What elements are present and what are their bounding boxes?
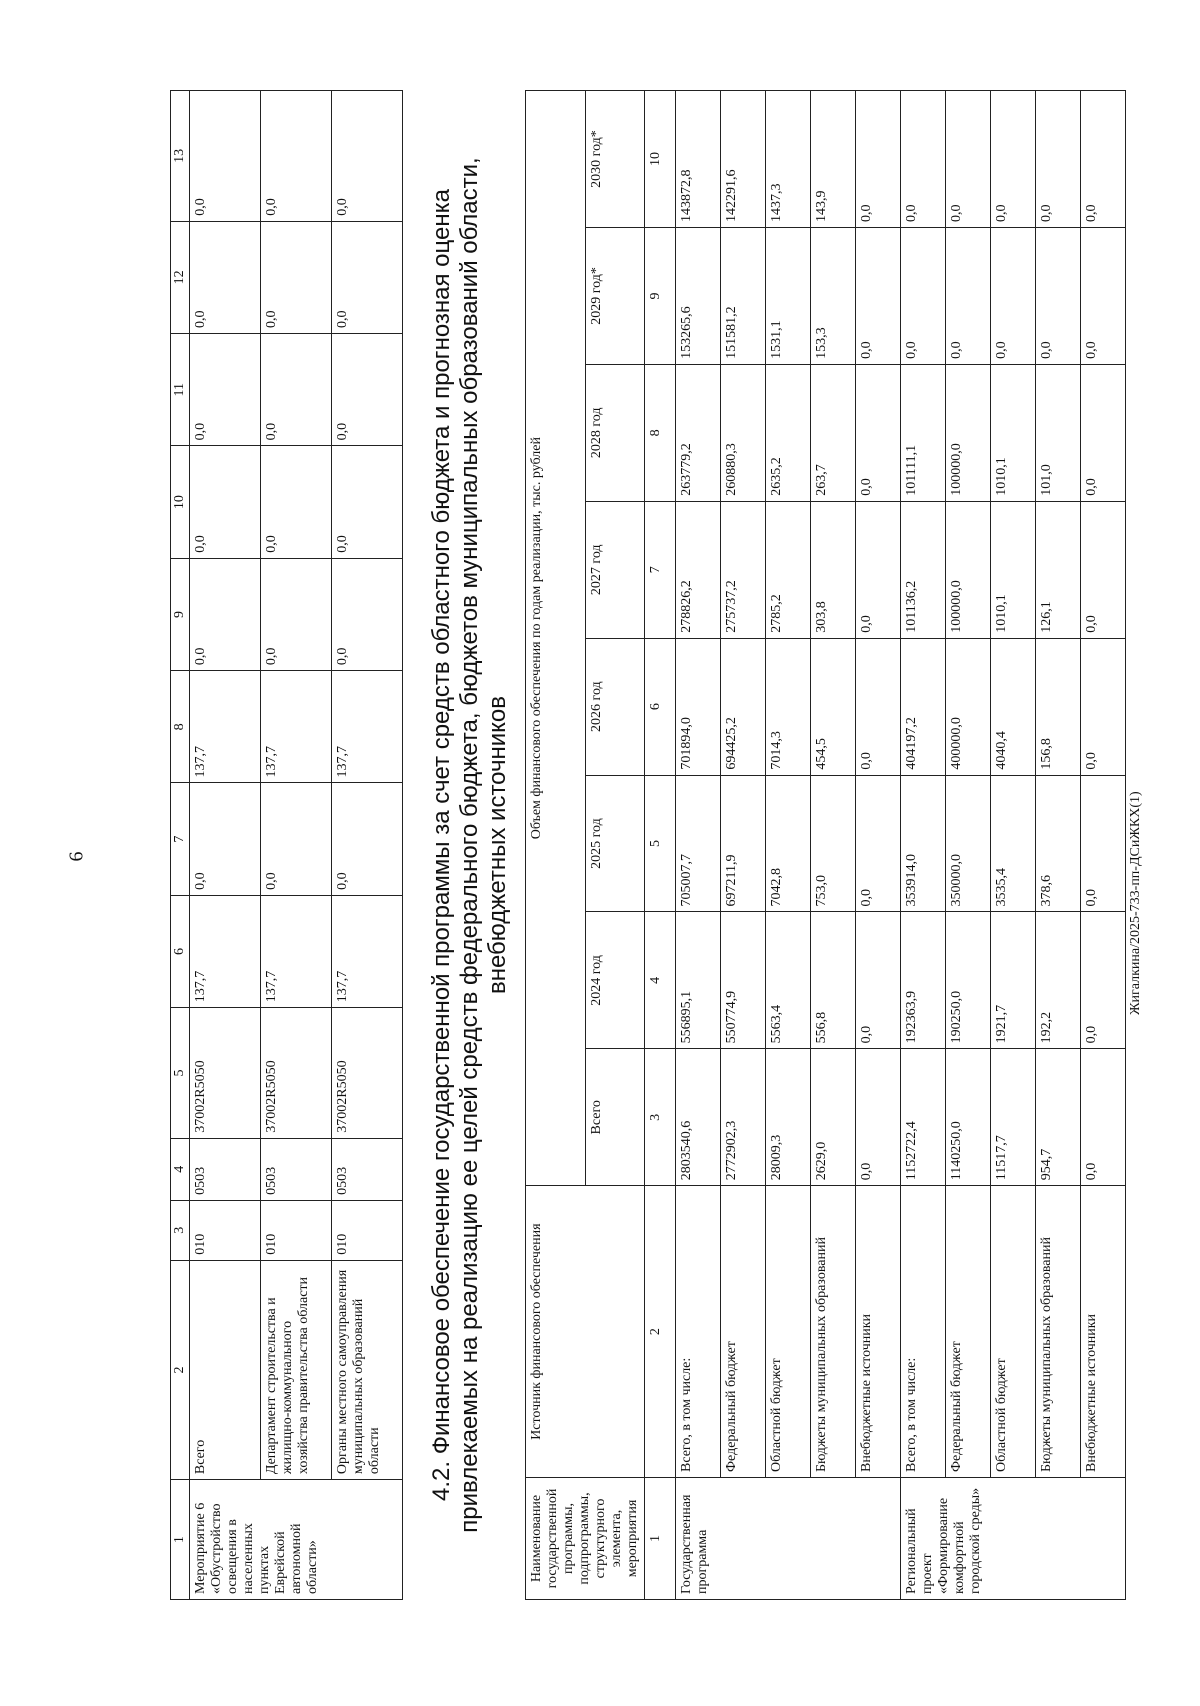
- value-cell: 7042,8: [766, 775, 811, 912]
- year-header: 2028 год: [585, 364, 645, 501]
- table-cell: 37002R5050: [332, 1008, 403, 1139]
- value-cell: 4040,4: [991, 638, 1036, 775]
- value-cell: 2629,0: [811, 1049, 856, 1186]
- header-cell: 6: [171, 895, 190, 1007]
- value-cell: 101136,2: [901, 501, 946, 638]
- section-heading: 4.2. Финансовое обеспечение государственной программы за счет средств областного бюджета и прогнозная оценка привлекаемых на реализацию ее целей средств федерального бюджета, бюджетов муниципальных образований области, внебюджетных источников: [428, 157, 511, 1533]
- year-header: 2026 год: [585, 638, 645, 775]
- value-cell: 143,9: [811, 91, 856, 228]
- value-cell: 0,0: [1081, 912, 1126, 1049]
- value-cell: 143872,8: [676, 91, 721, 228]
- header-cell: 11: [171, 334, 190, 446]
- table-cell: 0503: [190, 1138, 261, 1200]
- column-number: 4: [645, 912, 676, 1049]
- header-cell: 4: [171, 1138, 190, 1200]
- program-name-cell: Региональный проект «Формирование комфортной городской среды»: [901, 1478, 1126, 1600]
- executor-cell: Органы местного самоуправления муниципальных образований области: [332, 1260, 403, 1479]
- year-header: 2025 год: [585, 775, 645, 912]
- value-cell: 142291,6: [721, 91, 766, 228]
- source-cell: Внебюджетные источники: [856, 1186, 901, 1478]
- value-cell: 556,8: [811, 912, 856, 1049]
- value-cell: 400000,0: [946, 638, 991, 775]
- table-cell: 137,7: [332, 671, 403, 783]
- value-cell: 694425,2: [721, 638, 766, 775]
- value-cell: 454,5: [811, 638, 856, 775]
- value-cell: 0,0: [1081, 775, 1126, 912]
- source-cell: Федеральный бюджет: [946, 1186, 991, 1478]
- value-cell: 100000,0: [946, 501, 991, 638]
- value-cell: 0,0: [856, 775, 901, 912]
- table-cell: 0,0: [261, 783, 332, 895]
- value-cell: 151581,2: [721, 228, 766, 365]
- executor-cell: Всего: [190, 1260, 261, 1479]
- value-cell: 7014,3: [766, 638, 811, 775]
- table-cell: 37002R5050: [261, 1008, 332, 1139]
- table-row: [676, 91, 721, 1600]
- table-cell: 0,0: [190, 91, 261, 222]
- value-cell: 353914,0: [901, 775, 946, 912]
- header-cell: 1: [171, 1480, 190, 1600]
- table-cell: 0,0: [332, 221, 403, 333]
- value-cell: 192363,9: [901, 912, 946, 1049]
- value-cell: 378,6: [1036, 775, 1081, 912]
- value-cell: 0,0: [1081, 1049, 1126, 1186]
- header-cell: 7: [171, 783, 190, 895]
- value-cell: 1152722,4: [901, 1049, 946, 1186]
- financing-header-row: [526, 91, 586, 1600]
- value-cell: 260880,3: [721, 364, 766, 501]
- table-cell: 0,0: [332, 446, 403, 558]
- page-number: 6: [65, 851, 88, 862]
- value-cell: 2635,2: [766, 364, 811, 501]
- activity-table: [170, 90, 403, 1600]
- source-cell: Областной бюджет: [766, 1186, 811, 1478]
- source-cell: Всего, в том числе:: [901, 1186, 946, 1478]
- value-cell: 0,0: [856, 1049, 901, 1186]
- header-cell: 5: [171, 1008, 190, 1139]
- table-cell: 137,7: [190, 895, 261, 1007]
- value-cell: 2785,2: [766, 501, 811, 638]
- table-cell: 0,0: [332, 91, 403, 222]
- table-cell: 010: [332, 1200, 403, 1260]
- value-cell: 0,0: [991, 91, 1036, 228]
- header-cell: 13: [171, 91, 190, 222]
- header-cell: 8: [171, 671, 190, 783]
- table-row: [766, 91, 811, 1600]
- table-row: [901, 91, 946, 1600]
- value-cell: 0,0: [1081, 364, 1126, 501]
- table-cell: 0,0: [190, 783, 261, 895]
- column-number: 9: [645, 228, 676, 365]
- table-cell: 010: [261, 1200, 332, 1260]
- source-cell: Областной бюджет: [991, 1186, 1036, 1478]
- header-source: Источник финансового обеспечения: [526, 1186, 645, 1478]
- value-cell: 263779,2: [676, 364, 721, 501]
- table-cell: 0,0: [332, 558, 403, 670]
- value-cell: 101111,1: [901, 364, 946, 501]
- value-cell: 0,0: [946, 228, 991, 365]
- table-row: [856, 91, 901, 1600]
- value-cell: 0,0: [1081, 91, 1126, 228]
- value-cell: 190250,0: [946, 912, 991, 1049]
- value-cell: 697211,9: [721, 775, 766, 912]
- value-cell: 0,0: [856, 364, 901, 501]
- value-cell: 101,0: [1036, 364, 1081, 501]
- value-cell: 0,0: [1036, 228, 1081, 365]
- table-row: [1081, 91, 1126, 1600]
- footer-code-text: Жигалкина/2025-733-пп-ДСиЖКХ(1): [1128, 791, 1143, 1015]
- table-row: [332, 91, 403, 1600]
- activity-table-header: [171, 91, 190, 1600]
- value-cell: 28009,3: [766, 1049, 811, 1186]
- value-cell: 0,0: [856, 228, 901, 365]
- year-header: Всего: [585, 1049, 645, 1186]
- column-number: 10: [645, 91, 676, 228]
- table-row: [721, 91, 766, 1600]
- financing-number-row: [645, 91, 676, 1600]
- value-cell: 11517,7: [991, 1049, 1036, 1186]
- value-cell: 0,0: [1081, 501, 1126, 638]
- year-header: 2027 год: [585, 501, 645, 638]
- column-number: 7: [645, 501, 676, 638]
- table-cell: 0503: [332, 1138, 403, 1200]
- value-cell: 1437,3: [766, 91, 811, 228]
- table-cell: 0,0: [190, 446, 261, 558]
- table-cell: 0503: [261, 1138, 332, 1200]
- year-header: 2030 год*: [585, 91, 645, 228]
- header-cell: 10: [171, 446, 190, 558]
- source-cell: Бюджеты муниципальных образований: [811, 1186, 856, 1478]
- financing-table: [525, 90, 1126, 1600]
- value-cell: 350000,0: [946, 775, 991, 912]
- table-cell: 010: [190, 1200, 261, 1260]
- table-cell: 37002R5050: [190, 1008, 261, 1139]
- value-cell: 404197,2: [901, 638, 946, 775]
- value-cell: 0,0: [1081, 638, 1126, 775]
- value-cell: 278826,2: [676, 501, 721, 638]
- financing-table-body: [676, 91, 1126, 1600]
- column-number: 6: [645, 638, 676, 775]
- value-cell: 0,0: [856, 638, 901, 775]
- value-cell: 0,0: [946, 91, 991, 228]
- column-number: 1: [645, 1478, 676, 1600]
- value-cell: 156,8: [1036, 638, 1081, 775]
- table-cell: 0,0: [261, 446, 332, 558]
- activity-name: Мероприятие 6 «Обустройство освещения в населенных пунктах Еврейской автономной области»: [190, 1480, 403, 1600]
- value-cell: 0,0: [1081, 228, 1126, 365]
- value-cell: 192,2: [1036, 912, 1081, 1049]
- header-cell: 2: [171, 1260, 190, 1479]
- value-cell: 0,0: [901, 228, 946, 365]
- column-number: 8: [645, 364, 676, 501]
- header-cell: 3: [171, 1200, 190, 1260]
- table-row: [261, 91, 332, 1600]
- value-cell: 153265,6: [676, 228, 721, 365]
- value-cell: 556895,1: [676, 912, 721, 1049]
- value-cell: 0,0: [856, 501, 901, 638]
- table-cell: 0,0: [261, 221, 332, 333]
- value-cell: 5563,4: [766, 912, 811, 1049]
- table-cell: 0,0: [332, 334, 403, 446]
- header-program-name: Наименование государственной программы, подпрограммы, структурного элемента, мероприятия: [526, 1478, 645, 1600]
- value-cell: 0,0: [1036, 91, 1081, 228]
- header-cell: 9: [171, 558, 190, 670]
- value-cell: 2772902,3: [721, 1049, 766, 1186]
- value-cell: 701894,0: [676, 638, 721, 775]
- value-cell: 0,0: [856, 91, 901, 228]
- table-row: [811, 91, 856, 1600]
- value-cell: 705007,7: [676, 775, 721, 912]
- value-cell: 0,0: [991, 228, 1036, 365]
- value-cell: 0,0: [901, 91, 946, 228]
- value-cell: 1531,1: [766, 228, 811, 365]
- table-row: [991, 91, 1036, 1600]
- value-cell: 753,0: [811, 775, 856, 912]
- rotated-page-content: [170, 80, 1099, 1600]
- header-volume: Объем финансового обеспечения по годам реализации, тыс. рублей: [526, 91, 586, 1186]
- column-number: 2: [645, 1186, 676, 1478]
- table-cell: 0,0: [261, 91, 332, 222]
- value-cell: 126,1: [1036, 501, 1081, 638]
- table-cell: 0,0: [332, 783, 403, 895]
- table-cell: 0,0: [190, 221, 261, 333]
- source-cell: Всего, в том числе:: [676, 1186, 721, 1478]
- value-cell: 0,0: [856, 912, 901, 1049]
- executor-cell: Департамент строительства и жилищно-коммунального хозяйства правительства области: [261, 1260, 332, 1479]
- table-cell: 137,7: [261, 895, 332, 1007]
- year-header: 2029 год*: [585, 228, 645, 365]
- table-cell: 0,0: [261, 334, 332, 446]
- program-name-cell: Государственная программа: [676, 1478, 901, 1600]
- table-cell: 137,7: [261, 671, 332, 783]
- value-cell: 3535,4: [991, 775, 1036, 912]
- table-cell: 0,0: [190, 334, 261, 446]
- column-number: 3: [645, 1049, 676, 1186]
- value-cell: 263,7: [811, 364, 856, 501]
- table-cell: 0,0: [261, 558, 332, 670]
- value-cell: 275737,2: [721, 501, 766, 638]
- column-number: 5: [645, 775, 676, 912]
- value-cell: 1010,1: [991, 501, 1036, 638]
- value-cell: 1010,1: [991, 364, 1036, 501]
- table-row: [1036, 91, 1081, 1600]
- value-cell: 303,8: [811, 501, 856, 638]
- value-cell: 2803540,6: [676, 1049, 721, 1186]
- header-cell: 12: [171, 221, 190, 333]
- table-row: [190, 91, 261, 1600]
- table-cell: 137,7: [332, 895, 403, 1007]
- value-cell: 1921,7: [991, 912, 1036, 1049]
- source-cell: Бюджеты муниципальных образований: [1036, 1186, 1081, 1478]
- table-cell: 137,7: [190, 671, 261, 783]
- year-header: 2024 год: [585, 912, 645, 1049]
- value-cell: 550774,9: [721, 912, 766, 1049]
- source-cell: Федеральный бюджет: [721, 1186, 766, 1478]
- value-cell: 100000,0: [946, 364, 991, 501]
- table-cell: 0,0: [190, 558, 261, 670]
- value-cell: 1140250,0: [946, 1049, 991, 1186]
- value-cell: 153,3: [811, 228, 856, 365]
- value-cell: 954,7: [1036, 1049, 1081, 1186]
- source-cell: Внебюджетные источники: [1081, 1186, 1126, 1478]
- table-row: [946, 91, 991, 1600]
